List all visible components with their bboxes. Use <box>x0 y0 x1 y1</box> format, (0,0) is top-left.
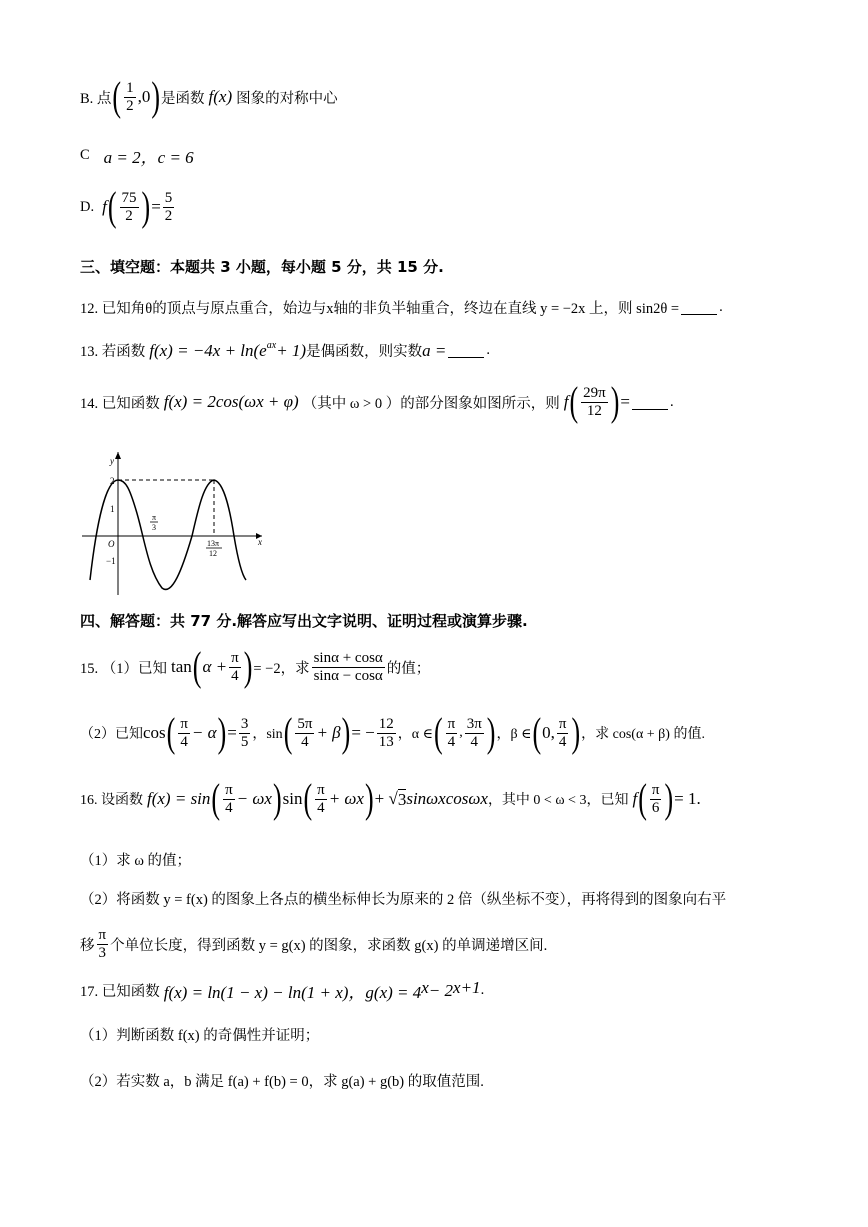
answer-blank <box>681 300 717 315</box>
tick-pi3-den: 3 <box>152 523 156 532</box>
fraction: $\frac{3}{5}$ <box>240 716 249 750</box>
fraction: $\frac{1}{2}$ <box>126 80 134 114</box>
question-17-part-1: （1）判断函数 f(x) 的奇偶性并证明； <box>80 1028 320 1044</box>
question-16-part-2: （2）将函数 y = f(x) 的图象上各点的横坐标伸长为原来的 2 倍（纵坐标不变），再将得到的图象向右平 <box>80 892 727 908</box>
fraction: $\frac{\sin\alpha + \cos\alpha}{\sin\alpha - \cos\alpha}$ <box>313 650 383 684</box>
fraction: $\frac{5}{2}$ <box>164 190 173 224</box>
section-4-title: 四、解答题：共 77 分.解答应写出文字说明、证明过程或演算步骤. <box>80 612 528 630</box>
question-16-part-2-cont: 移 $\frac{\pi}{3}$ 个单位长度，得到函数 y = g(x) 的图象，求函数 g(x) 的单调递增区间. <box>80 927 548 961</box>
option-d: D. f ( $\frac{75}{2}$ ) = $\frac{5}{2}$ <box>80 183 173 230</box>
tick-neg1: −1 <box>106 556 116 566</box>
option-b-label: B. 点 <box>80 90 112 107</box>
fraction: $\frac{75}{2}$ <box>121 190 137 224</box>
question-12: 12. 已知角θ的顶点与原点重合，始边与x轴的非负半轴重合，终边在直线 y = −2x 上，则 sin2θ = . <box>80 299 723 317</box>
fraction: $\frac{5\pi}{4}$ <box>297 716 313 750</box>
tick-13pi12-num: 13π <box>207 539 220 548</box>
cosine-graph <box>82 450 272 595</box>
option-b: B. 点 ( $\frac{1}{2}$ , 0 ) 是函数 f(x) 图象的对称中心 <box>80 73 338 120</box>
tick-13pi12-den: 12 <box>209 549 217 558</box>
tick-1: 1 <box>110 504 115 514</box>
fraction: $\frac{\pi}{6}$ <box>651 782 660 816</box>
question-15-part-2: （2）已知 cos ( $\frac{\pi}{4}$ − α ) = $\frac{3}{5}$ ，sin ( $\frac{5\pi}{4}$ + β ) = − $\frac{12}{13}$ ，α ∈ ( $\frac{\pi}{4}$ , $\frac{3\pi}{4}$ ) ，β ∈ ( 0, $\frac{\pi}{4}$ ) ，求 cos(α + β) 的值. <box>80 709 705 756</box>
option-d-label: D. <box>80 198 95 215</box>
option-c-label: C <box>80 147 90 163</box>
axis-label-y: y <box>110 456 114 466</box>
fraction: $\frac{\pi}{4}$ <box>231 650 239 684</box>
fraction: $\frac{\pi}{4}$ <box>558 716 567 750</box>
axis-label-x: x <box>258 537 262 547</box>
fraction: $\frac{29\pi}{12}$ <box>583 385 606 419</box>
question-16: 16. 设函数 f(x) = sin ( $\frac{\pi}{4}$ − ωx ) sin ( $\frac{\pi}{4}$ + ωx ) + √ 3 sinωxcosωx ，其中 0 < ω < 3，已知 f ( $\frac{\pi}{6}$ ) = 1. <box>80 775 701 822</box>
option-c: C a = 2，c = 6 <box>80 147 194 167</box>
question-15-part-1: 15. （1）已知 tan ( α + $\frac{\pi}{4}$ ) = −2，求 $\frac{\sin\alpha + \cos\alpha}{\sin\alpha - \cos\alpha}$ 的值； <box>80 643 431 690</box>
section-3-title: 三、填空题：本题共 3 小题，每小题 5 分，共 15 分. <box>80 258 444 276</box>
fraction: $\frac{\pi}{3}$ <box>98 927 107 961</box>
fraction: $\frac{\pi}{4}$ <box>180 716 188 750</box>
question-14: 14. 已知函数 f(x) = 2cos(ωx + φ) （其中 ω > 0 ）的部分图象如图所示，则 f ( $\frac{29\pi}{12}$ ) = . <box>80 378 674 425</box>
fraction: $\frac{\pi}{4}$ <box>317 782 325 816</box>
origin-label: O <box>108 539 115 549</box>
fraction: $\frac{3\pi}{4}$ <box>466 716 482 750</box>
question-16-part-1: （1）求 ω 的值； <box>80 853 192 869</box>
cosine-curve <box>90 480 246 589</box>
tick-2: 2 <box>110 476 115 486</box>
question-17-part-2: （2）若实数 a，b 满足 f(a) + f(b) = 0，求 g(a) + g(b) 的取值范围. <box>80 1074 484 1090</box>
fraction: $\frac{12}{13}$ <box>378 716 394 750</box>
fraction: $\frac{\pi}{4}$ <box>225 782 233 816</box>
question-13: 13. 若函数 f(x) = −4x + ln(e $^{ax}$ + 1) 是偶函数，则实数 a = . <box>80 340 490 360</box>
answer-blank <box>632 395 668 410</box>
fraction: $\frac{\pi}{4}$ <box>447 716 456 750</box>
tick-pi3-num: π <box>152 513 157 522</box>
answer-blank <box>448 343 484 358</box>
question-17: 17. 已知函数 f(x) = ln(1 − x) − ln(1 + x)，g(x) = 4 x − 2 x+1 . <box>80 978 485 1002</box>
